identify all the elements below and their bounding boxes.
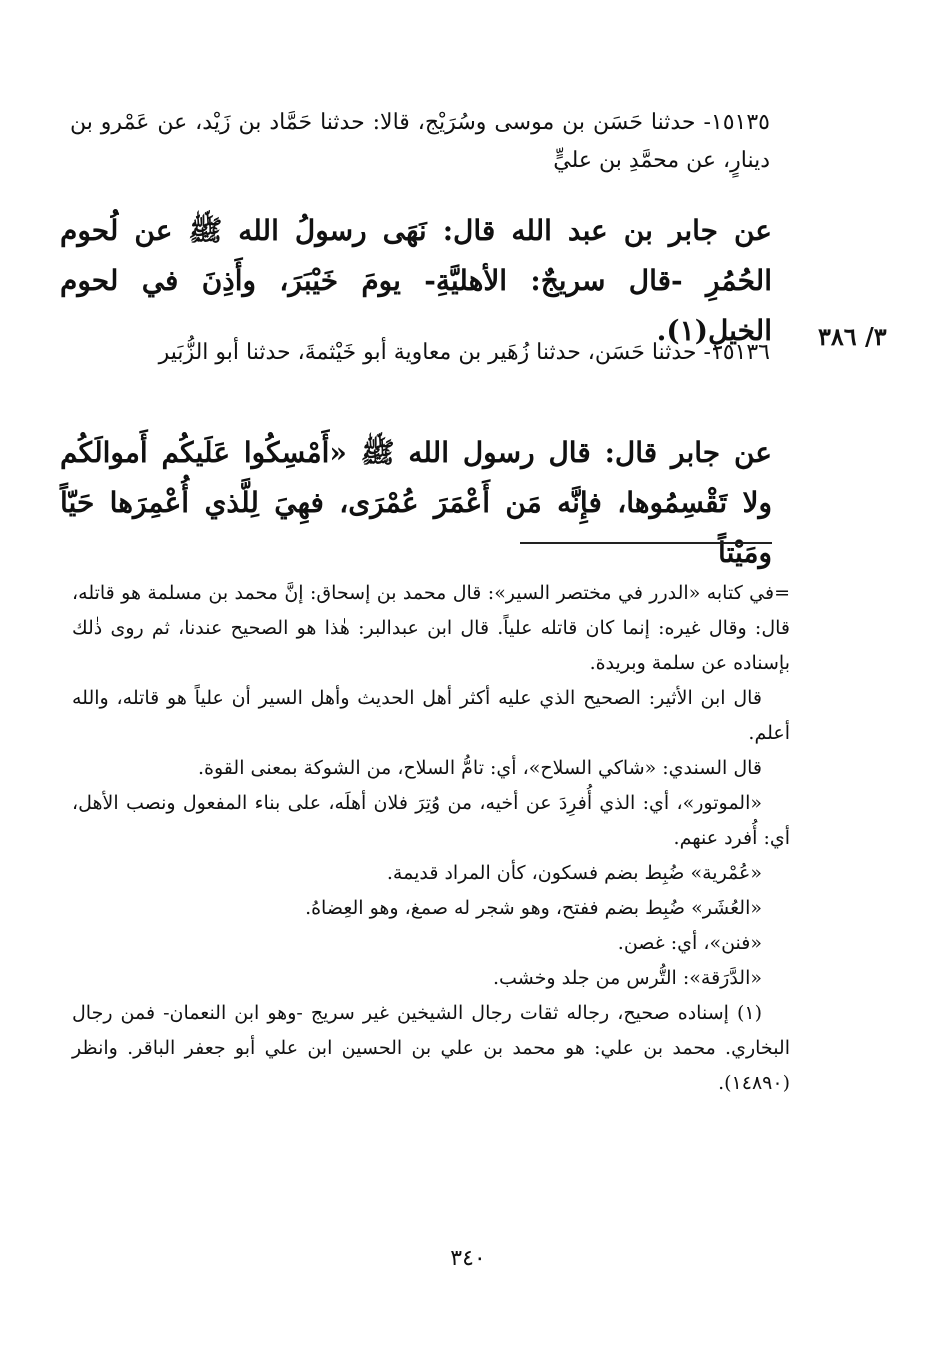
footnote-paragraph: «الموتور»، أي: الذي أُفرِدَ عن أخيه، من وُتِرَ فلان أهلَه، على بناء المفعول ونصب الأهل، أي: أُفرد عنهم. bbox=[72, 792, 790, 849]
margin-reference: ٣/ ٣٨٦ bbox=[818, 322, 887, 351]
footnote-paragraph: «عُمْرية» ضُبِط بضم فسكون، كأن المراد قديمة. bbox=[386, 862, 762, 884]
footnote-1: (١) إسناده صحيح، رجاله ثقات رجال الشيخين غير سريج -وهو ابن النعمان- فمن رجال البخاري. محمد بن علي: هو محمد بن علي بن الحسين ابن علي أبو جعفر الباقر. وانظر (١٤٨٩٠). bbox=[72, 1002, 790, 1094]
footnote-paragraph: «الدَّرَقة»: التُّرس من جلد وخشب. bbox=[493, 967, 762, 989]
footnote-paragraph: قال ابن الأثير: الصحيح الذي عليه أكثر أهل الحديث وأهل السير أن علياً هو قاتله، والله أعلم. bbox=[72, 687, 790, 744]
isnad-text: ١٥١٣٦- حدثنا حَسَن، حدثنا زُهَير بن معاوية أبو خَيْثمةَ، حدثنا أبو الزُّبَير bbox=[158, 340, 770, 365]
footnote-paragraph: «العُشَر» ضُبِط بضم ففتح، وهو شجر له صمغ، وهو العِضاهُ. bbox=[305, 897, 762, 919]
hadith-15136-isnad bbox=[70, 334, 770, 372]
matn-text: عن جابر قال: قال رسول الله ﷺ «أَمْسِكُوا عَلَيكُم أَموالَكُم ولا تَقْسِمُوها، فإِنَّه مَن أَعْمَرَ عُمْرَى، فهِيَ لِلَّذي أُعْمِرَها حَيّاً ومَيْتاً bbox=[60, 436, 772, 569]
footnote-paragraph: «فنن»، أي: غصن. bbox=[617, 932, 762, 954]
page-number: ٣٤٠ bbox=[450, 1246, 486, 1271]
matn-text: عن جابر بن عبد الله قال: نَهَى رسولُ الله ﷺ عن لُحوم الحُمُرِ -قال سريجٌ: الأهليَّةِ- يومَ خَيْبَرَ، وأَذِنَ في لحوم الخيلِ(١). bbox=[60, 214, 772, 347]
hadith-15135-isnad bbox=[70, 104, 770, 180]
hadith-15136-matn bbox=[60, 428, 772, 578]
footnote-paragraph: قال السندي: «شاكي السلاح»، أي: تامُّ السلاح، من الشوكة بمعنى القوة. bbox=[197, 757, 762, 779]
isnad-text: ١٥١٣٥- حدثنا حَسَن بن موسى وسُرَيْج، قالا: حدثنا حَمَّاد بن زَيْد، عن عَمْرو بن دينارٍ، عن محمَّدِ بن عليٍّ bbox=[70, 110, 770, 173]
footnote-separator bbox=[520, 542, 772, 544]
footnote-paragraph: =في كتابه «الدرر في مختصر السير»: قال محمد بن إسحاق: إنَّ محمد بن مسلمة هو قاتله، قال: وقال غيره: إنما كان قاتله علياً. قال ابن عبدالبر: هٰذا هو الصحيح عندنا، ثم روى ذٰلك بإسناده عن سلمة وبريدة. bbox=[72, 582, 790, 674]
footnotes bbox=[72, 576, 790, 1101]
